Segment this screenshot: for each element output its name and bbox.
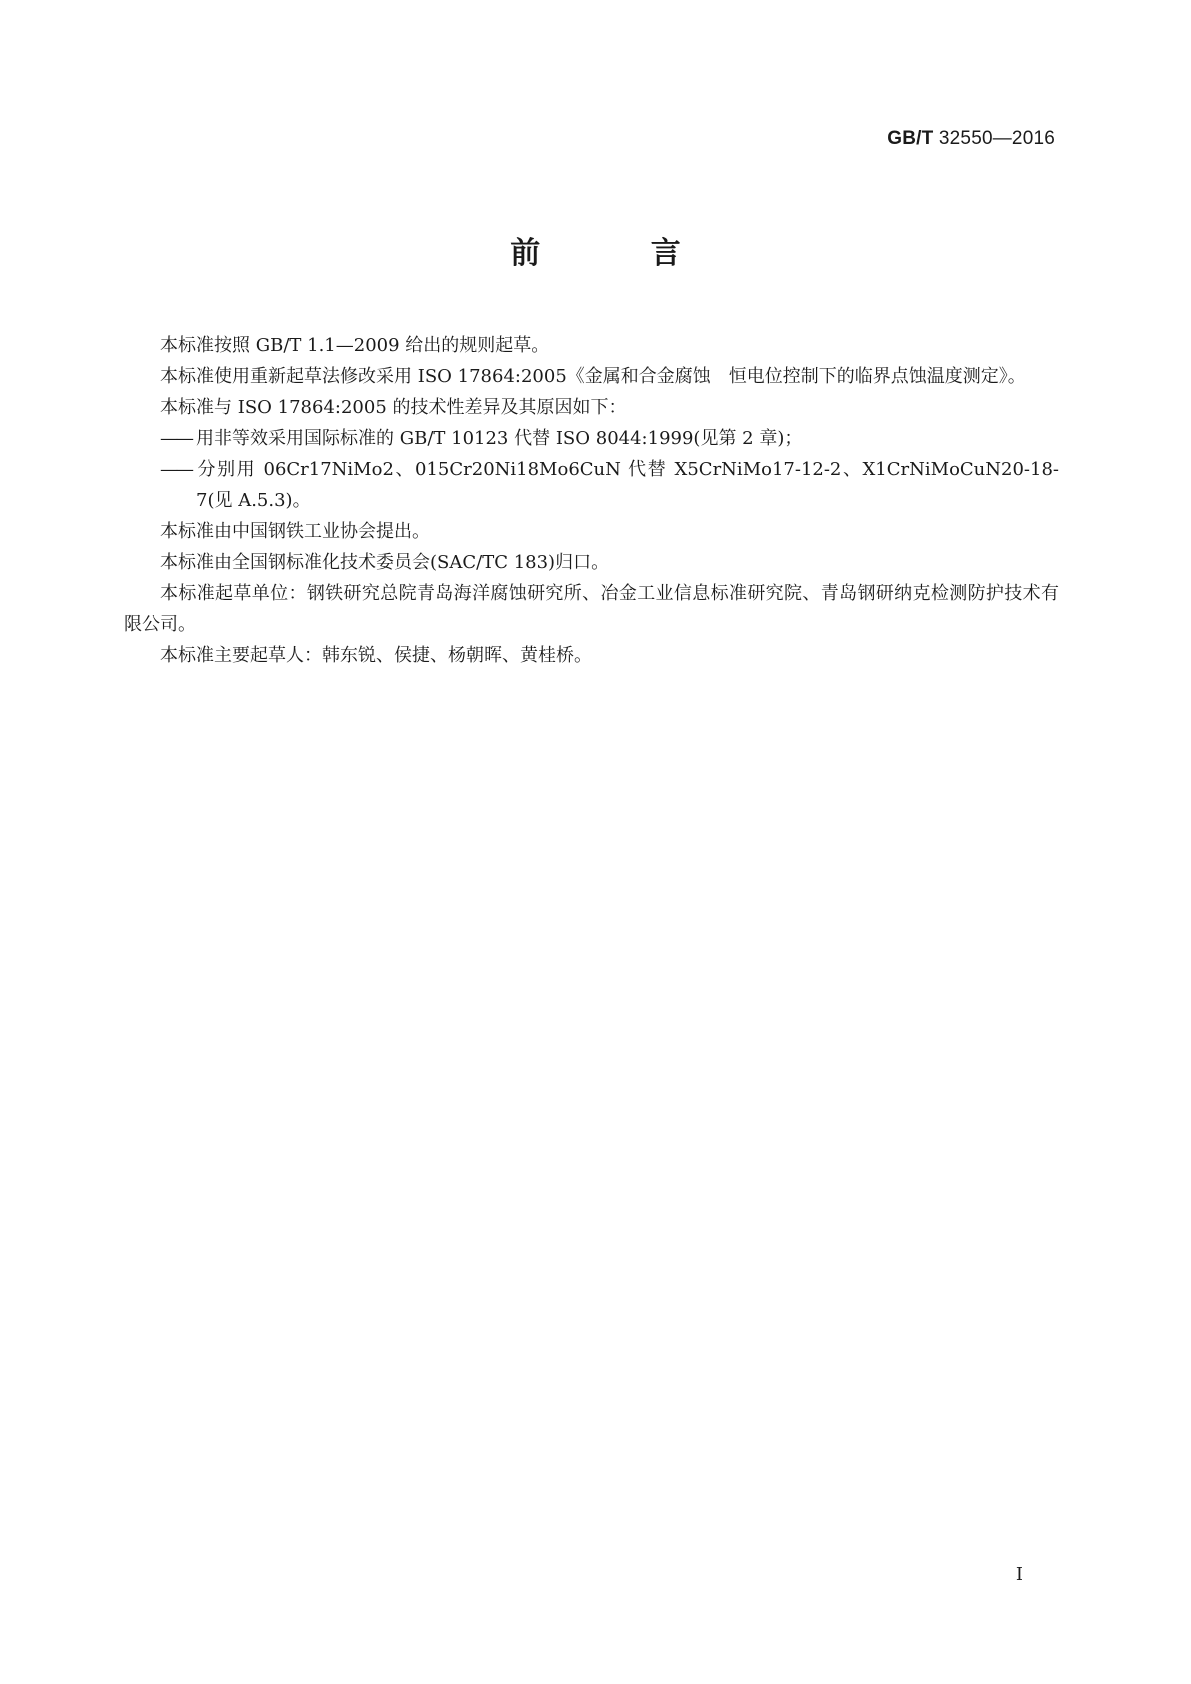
page-number: I	[1015, 1564, 1023, 1585]
standard-code: GB/T	[887, 128, 934, 149]
difference-list-item	[124, 423, 1059, 454]
differences-intro-paragraph: 本标准与 ISO 17864:2005 的技术性差异及其原因如下：	[160, 397, 627, 418]
adoption-paragraph: 本标准使用重新起草法修改采用 ISO 17864:2005《金属和合金腐蚀 恒电位控制下的临界点蚀温度测定》。	[160, 366, 1026, 387]
drafting-rules-paragraph: 本标准按照 GB/T 1.1—2009 给出的规则起草。	[160, 335, 550, 356]
difference-text: 用非等效采用国际标准的 GB/T 10123 代替 ISO 8044:1999(见第 2 章)；	[196, 428, 803, 449]
dash-marker: ——	[160, 459, 192, 480]
technical-committee-paragraph: 本标准由全国钢标准化技术委员会(SAC/TC 183)归口。	[160, 552, 610, 573]
proposer-paragraph: 本标准由中国钢铁工业协会提出。	[160, 521, 430, 542]
drafters-paragraph: 本标准主要起草人：韩东锐、侯捷、杨朝晖、黄桂桥。	[160, 645, 592, 666]
standard-number-header	[887, 128, 1055, 150]
foreword-body	[124, 330, 1059, 671]
difference-list-item	[124, 454, 1059, 516]
drafting-units-paragraph: 本标准起草单位：钢铁研究总院青岛海洋腐蚀研究所、冶金工业信息标准研究院、青岛钢研纳克检测防护技术有限公司。	[124, 583, 1059, 635]
page-title: 前 言	[510, 236, 731, 271]
standard-number: 32550—2016	[938, 128, 1055, 149]
dash-marker: ——	[160, 428, 192, 449]
difference-text: 分别用 06Cr17NiMo2、015Cr20Ni18Mo6CuN 代替 X5CrNiMo17-12-2、X1CrNiMoCuN20-18-7(见 A.5.3)。	[196, 459, 1059, 511]
